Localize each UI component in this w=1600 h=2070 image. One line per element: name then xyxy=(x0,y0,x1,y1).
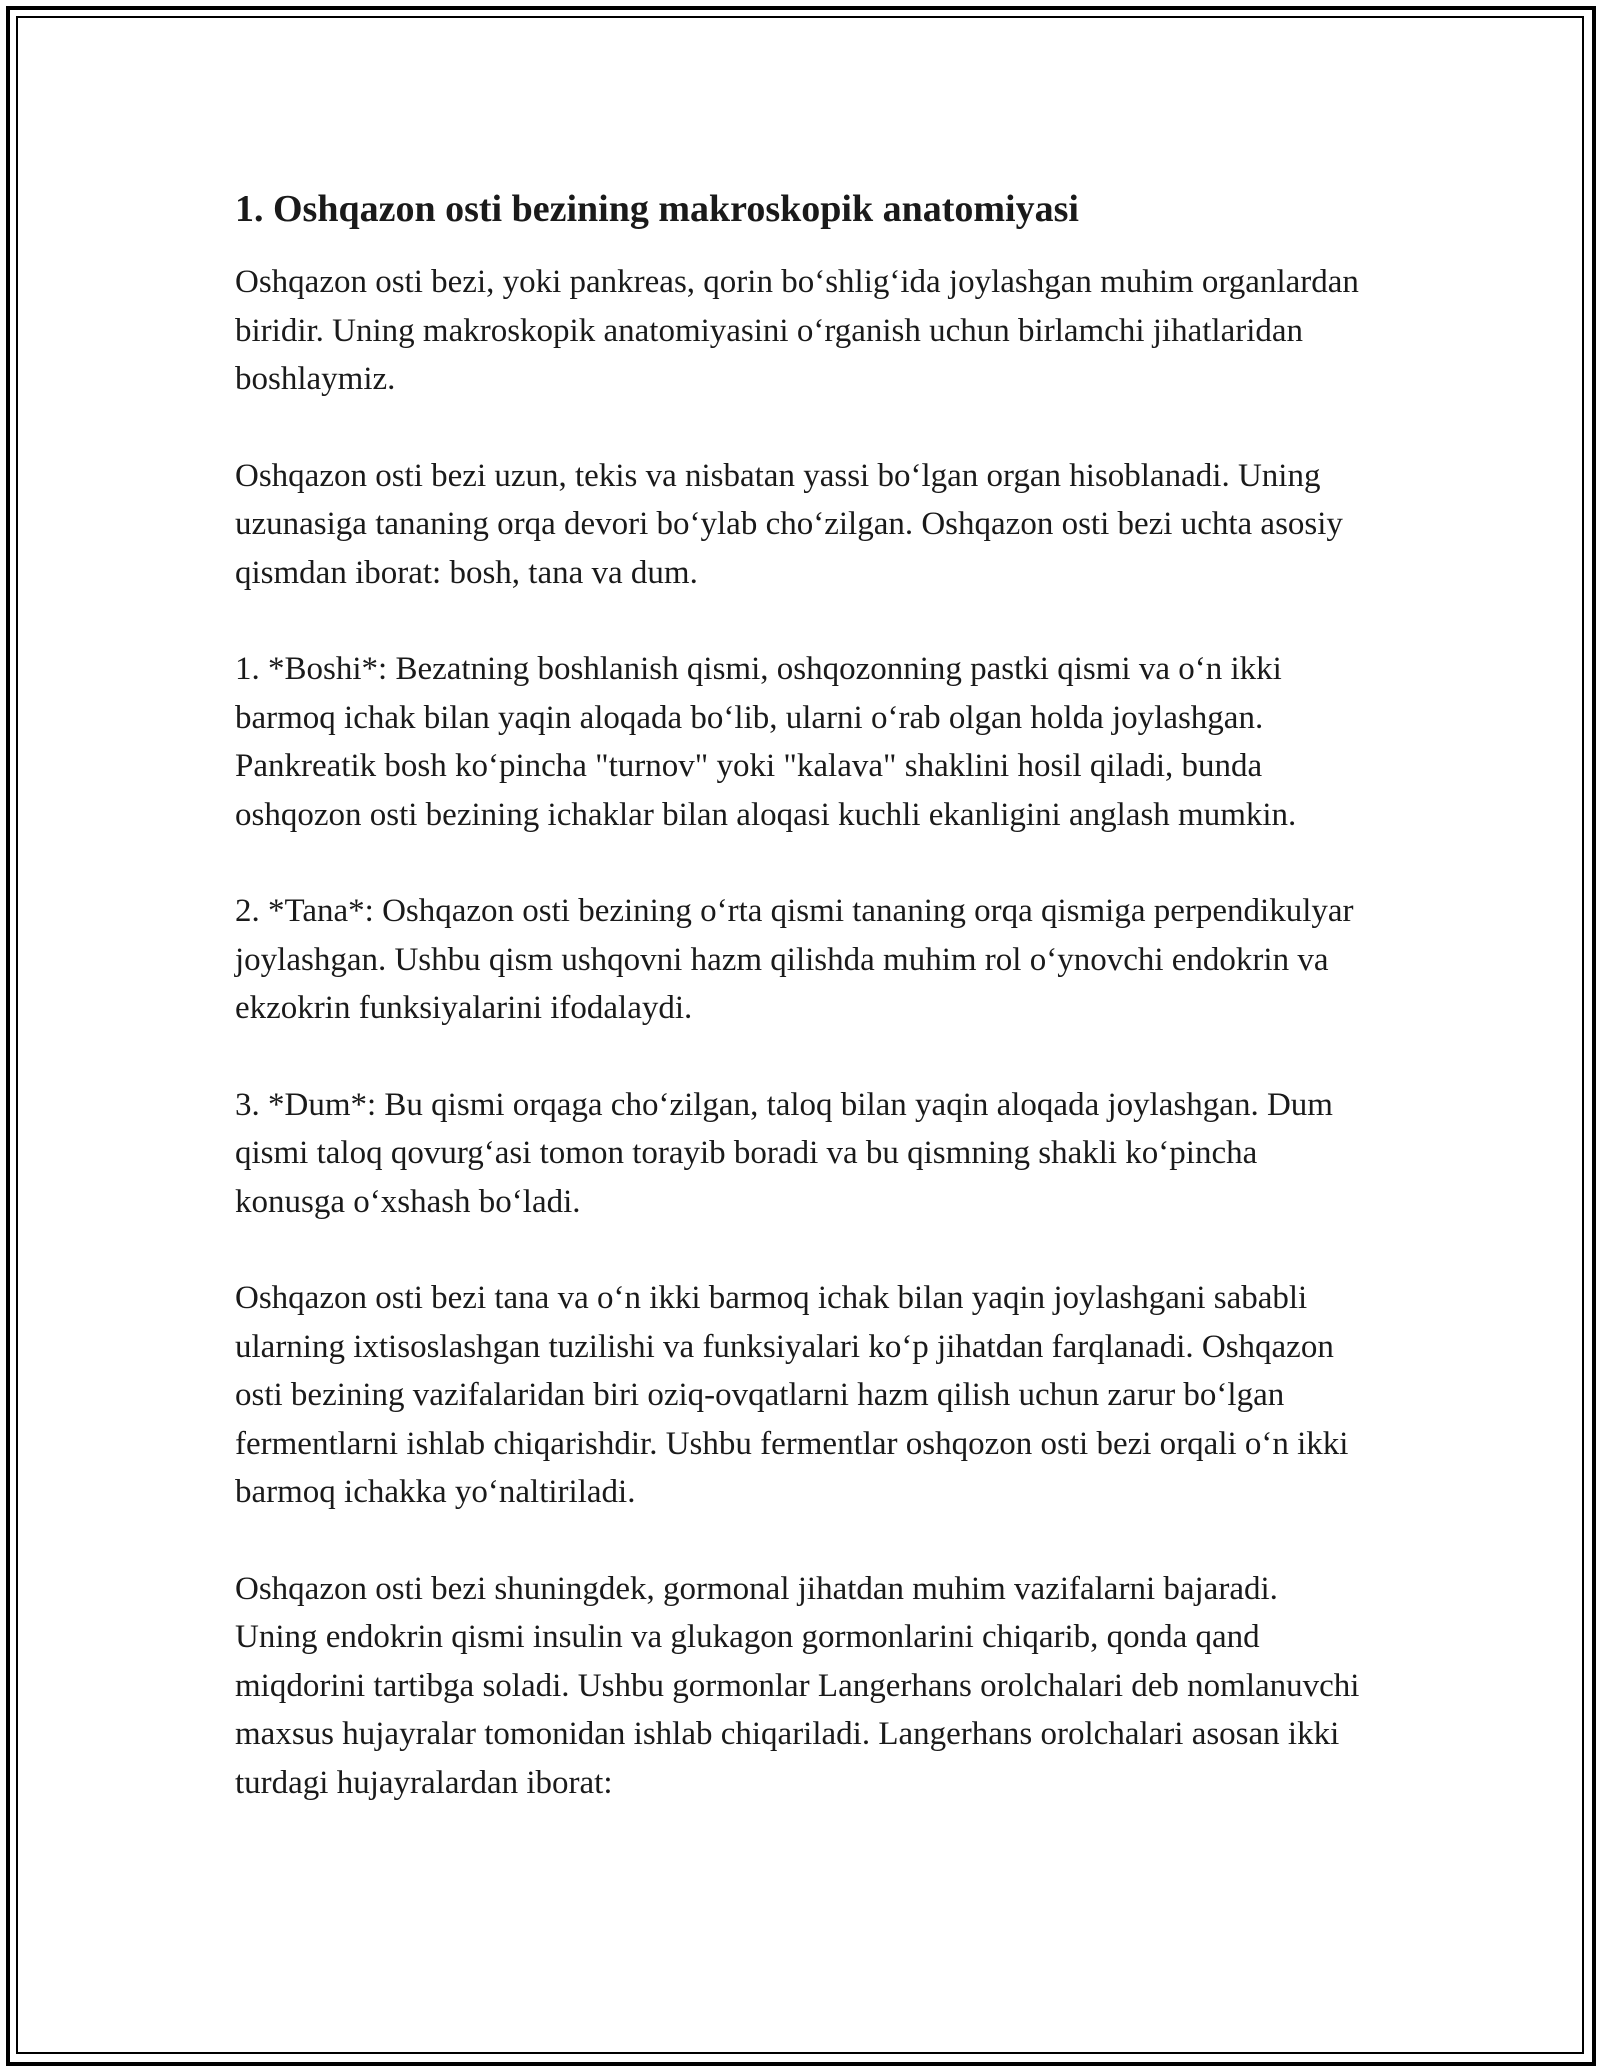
paragraph-body: 2. *Tana*: Oshqazon osti bezining o‘rta qismi tananing orqa qismiga perpendikulyar joylashgan. Ushbu qism ushqovni hazm qilishda muhim rol o‘ynovchi endokrin va ekzokrin funksiyalarini ifodalaydi. xyxy=(235,893,1354,1027)
paragraph-head: 1. *Boshi*: Bezatning boshlanish qismi, oshqozonning pastki qismi va o‘n ikki barmoq ichak bilan yaqin aloqada bo‘lib, ularni o‘rab olgan holda joylashgan. Pankreatik bosh ko‘pincha "turnov" yoki "kalava" shaklini hosil qiladi, bunda oshqozon osti bezining ichaklar bilan aloqasi kuchli ekanligini anglash mumkin. xyxy=(235,651,1297,833)
section-heading: 1. Oshqazon osti bezining makroskopik anatomiyasi xyxy=(235,188,1079,230)
paragraph-tail: 3. *Dum*: Bu qismi orqaga cho‘zilgan, taloq bilan yaqin aloqada joylashgan. Dum qismi taloq qovurg‘asi tomon torayib boradi va bu qismning shakli ko‘pincha konusga o‘xshash bo‘ladi. xyxy=(235,1086,1333,1220)
paragraph-intro: Oshqazon osti bezi, yoki pankreas, qorin bo‘shlig‘ida joylashgan muhim organlardan biridir. Uning makroskopik anatomiyasini o‘rganish uchun birlamchi jihatlaridan boshlaymiz. xyxy=(235,264,1359,398)
paragraph-hormones: Oshqazon osti bezi shuningdek, gormonal jihatdan muhim vazifalarni bajaradi. Uning endokrin qismi insulin va glukagon gormonlarini chiqarib, qonda qand miqdorini tartibga soladi. Ushbu gormonlar Langerhans orolchalari deb nomlanuvchi maxsus hujayralar tomonidan ishlab chiqariladi. Langerhans orolchalari asosan ikki turdagi hujayralardan iborat: xyxy=(235,1570,1360,1801)
paragraph-functions: Oshqazon osti bezi tana va o‘n ikki barmoq ichak bilan yaqin joylashgani sababli ularning ixtisoslashgan tuzilishi va funksiyalari ko‘p jihatdan farqlanadi. Oshqazon osti bezining vazifalaridan biri oziq-ovqatlarni hazm qilish uchun zarur bo‘lgan fermentlarni ishlab chiqarishdir. Ushbu fermentlar oshqozon osti bezi orqali o‘n ikki barmoq ichakka yo‘naltiriladi. xyxy=(235,1280,1349,1511)
paragraph-structure: Oshqazon osti bezi uzun, tekis va nisbatan yassi bo‘lgan organ hisoblanadi. Uning uzunasiga tananing orqa devori bo‘ylab cho‘zilgan. Oshqazon osti bezi uchta asosiy qismdan iborat: bosh, tana va dum. xyxy=(235,457,1343,591)
document-body xyxy=(235,185,1365,1855)
